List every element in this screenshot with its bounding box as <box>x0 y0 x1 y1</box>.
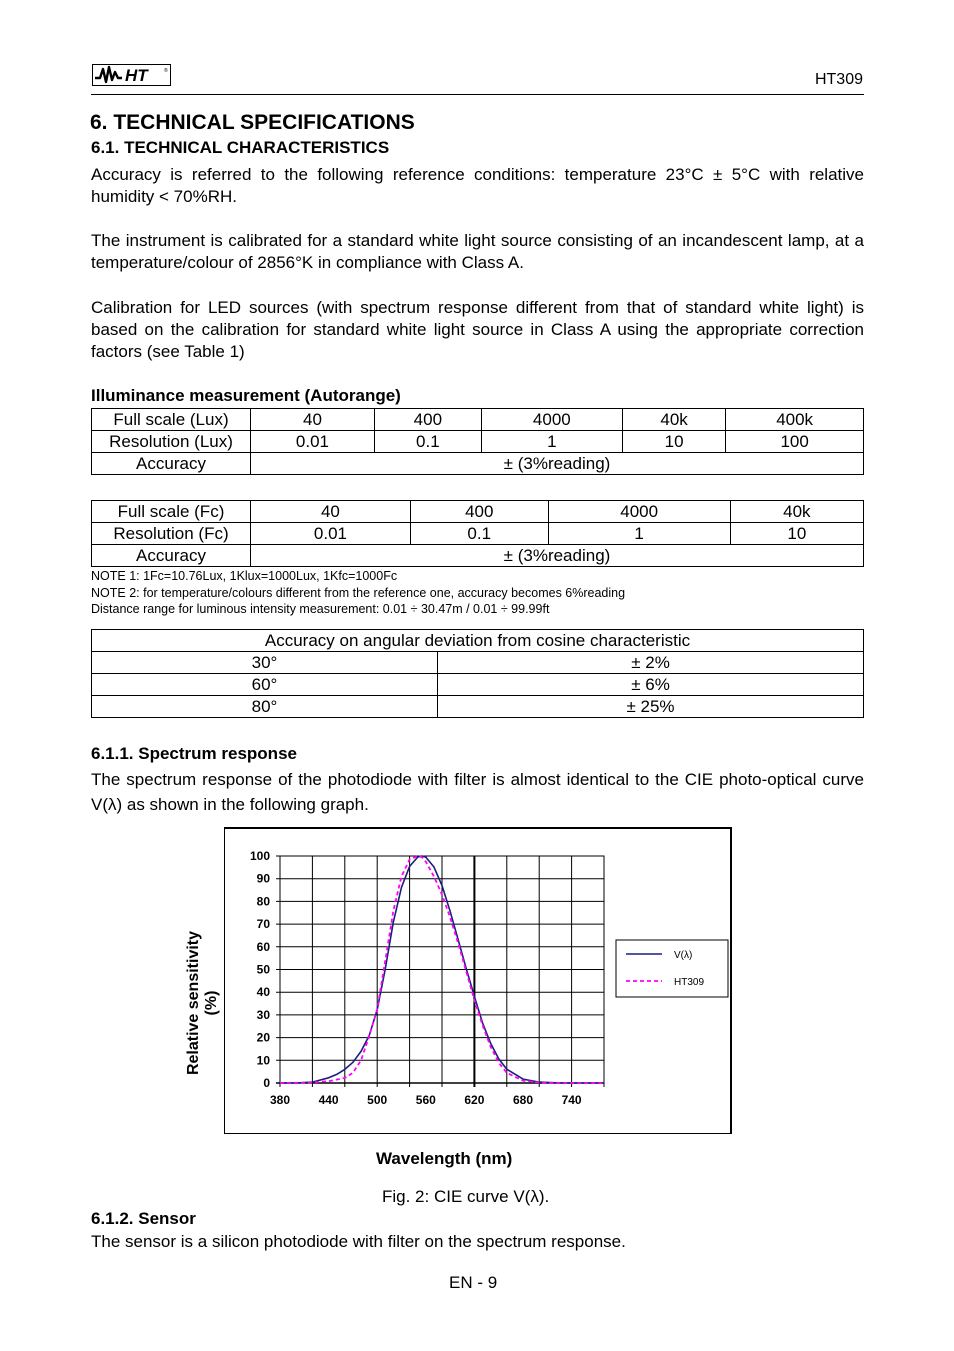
row-label: Full scale (Fc) <box>92 501 251 523</box>
table-header: Accuracy on angular deviation from cosine characteristic <box>92 630 864 652</box>
table-cell: 40 <box>251 409 375 431</box>
model-name: HT309 <box>814 71 863 88</box>
table-cell: 100 <box>726 431 864 453</box>
table-cell: 0.1 <box>410 523 548 545</box>
chart-grid <box>276 856 604 1087</box>
paragraph-calibration: The instrument is calibrated for a standard white light source consisting of an incandescent lamp, at a temperature/colour of 2856°K in compliance with Class A. <box>91 231 864 272</box>
page-number: EN - 9 <box>449 1273 498 1292</box>
row-label: Accuracy <box>92 453 251 475</box>
table-cell: 4000 <box>481 409 622 431</box>
y-tick-label: 50 <box>256 962 270 977</box>
fc-table <box>91 500 864 567</box>
y-axis-label: Relative sensitivity (%) <box>185 930 220 1076</box>
table-cell: ± (3%reading) <box>251 545 864 567</box>
table-cell: 400 <box>374 409 481 431</box>
spectrum-text: The spectrum response of the photodiode with filter is almost identical to the CIE photo-optical curve V(λ) as shown in the following graph. <box>91 770 864 814</box>
x-tick-label: 440 <box>318 1093 339 1107</box>
x-tick-label: 500 <box>367 1093 388 1107</box>
table-cell: 30° <box>92 652 438 674</box>
spectrum-chart <box>224 827 732 1134</box>
paragraph-led: Calibration for LED sources (with spectrum response different from that of standard white light) is based on the calibration for standard white light source in Class A using the appropriate correction factors (see Table 1) <box>91 298 864 361</box>
x-tick-label: 620 <box>464 1093 485 1107</box>
lux-table <box>91 408 864 475</box>
table-cell: 4000 <box>548 501 730 523</box>
note-1: NOTE 1: 1Fc=10.76Lux, 1Klux=1000Lux, 1Kfc=1000Fc <box>91 569 398 583</box>
legend-label: V(λ) <box>674 950 693 961</box>
table-cell: 1 <box>481 431 622 453</box>
note-2: NOTE 2: for temperature/colours different from the reference one, accuracy becomes 6%reading <box>91 586 626 600</box>
sensor-heading: 6.1.2. Sensor <box>91 1209 196 1228</box>
chart-ticks <box>250 849 582 1107</box>
y-tick-label: 40 <box>256 985 270 1000</box>
chart-legend <box>616 940 728 997</box>
y-tick-label: 80 <box>256 894 270 909</box>
x-axis-label: Wavelength (nm) <box>376 1149 513 1168</box>
table-row <box>92 630 864 652</box>
y-tick-label: 90 <box>256 871 270 886</box>
row-label: Resolution (Lux) <box>92 431 251 453</box>
table-cell: 40 <box>251 501 411 523</box>
table-cell: 80° <box>92 696 438 718</box>
table-cell: 40k <box>730 501 863 523</box>
note-distance: Distance range for luminous intensity measurement: 0.01 ÷ 30.47m / 0.01 ÷ 99.99ft <box>91 602 550 616</box>
table-cell: ± 25% <box>438 696 864 718</box>
row-label: Accuracy <box>92 545 251 567</box>
y-tick-label: 30 <box>256 1007 270 1022</box>
y-tick-label: 100 <box>249 849 270 863</box>
table-cell: 0.01 <box>251 431 375 453</box>
table-row <box>92 501 864 523</box>
y-tick-label: 0 <box>263 1076 270 1090</box>
table-row <box>92 409 864 431</box>
y-tick-label: 10 <box>256 1053 270 1068</box>
legend-box <box>616 940 728 997</box>
row-label: Resolution (Fc) <box>92 523 251 545</box>
table-cell: ± 6% <box>438 674 864 696</box>
spectrum-heading: 6.1.1. Spectrum response <box>91 744 297 763</box>
table-cell: 60° <box>92 674 438 696</box>
illuminance-heading: Illuminance measurement (Autorange) <box>91 386 401 405</box>
y-tick-label: 70 <box>256 917 270 932</box>
y-tick-label: 20 <box>256 1030 270 1045</box>
x-tick-label: 740 <box>561 1093 582 1107</box>
table-cell: ± (3%reading) <box>251 453 864 475</box>
logo-text: HT <box>125 66 148 85</box>
table-cell: 400k <box>726 409 864 431</box>
angular-table <box>91 629 864 718</box>
table-cell: 0.1 <box>374 431 481 453</box>
legend-label: HT309 <box>674 977 705 988</box>
table-cell: 10 <box>730 523 863 545</box>
table-cell: 10 <box>622 431 725 453</box>
paragraph-accuracy: Accuracy is referred to the following reference conditions: temperature 23°C ± 5°C with relative humidity < 70%RH. <box>91 165 864 206</box>
figure-caption: Fig. 2: CIE curve V(λ). <box>382 1187 550 1206</box>
table-row <box>92 453 864 475</box>
header-divider <box>91 94 864 95</box>
table-row <box>92 545 864 567</box>
section-title: 6. TECHNICAL SPECIFICATIONS <box>90 111 415 134</box>
table-row <box>92 523 864 545</box>
table-row <box>92 674 864 696</box>
table-row <box>92 652 864 674</box>
x-tick-label: 560 <box>415 1093 436 1107</box>
x-tick-label: 380 <box>269 1093 291 1107</box>
x-tick-label: 680 <box>512 1093 534 1107</box>
section-subtitle: 6.1. TECHNICAL CHARACTERISTICS <box>91 138 390 157</box>
brand-logo <box>92 64 171 86</box>
table-row <box>92 696 864 718</box>
svg-text:®: ® <box>164 68 168 74</box>
table-cell: 0.01 <box>251 523 411 545</box>
table-cell: 40k <box>622 409 725 431</box>
sensor-text: The sensor is a silicon photodiode with filter on the spectrum response. <box>91 1232 626 1251</box>
table-cell: 400 <box>410 501 548 523</box>
y-tick-label: 60 <box>256 939 270 954</box>
row-label: Full scale (Lux) <box>92 409 251 431</box>
table-cell: ± 2% <box>438 652 864 674</box>
table-cell: 1 <box>548 523 730 545</box>
table-row <box>92 431 864 453</box>
